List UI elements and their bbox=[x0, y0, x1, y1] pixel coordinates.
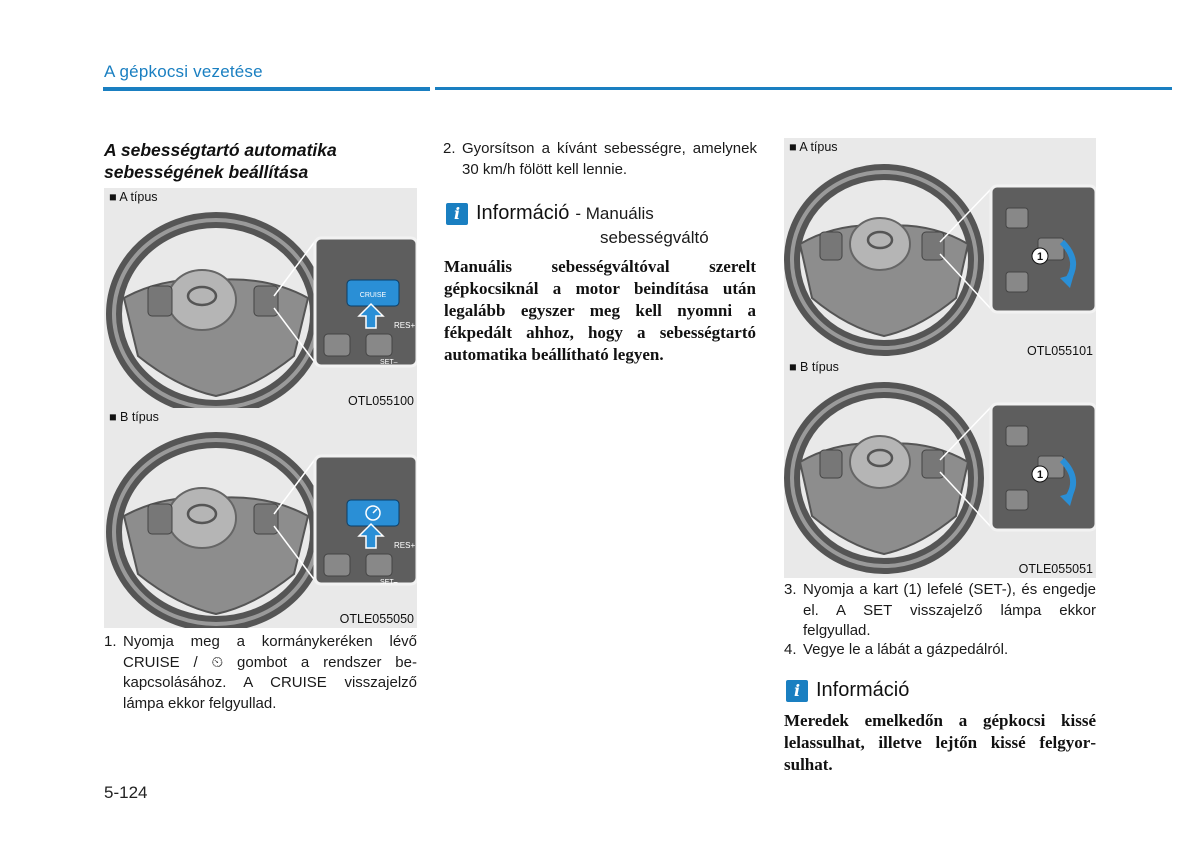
set-plus-label: RES+ bbox=[394, 541, 416, 550]
figure-code: OTL055101 bbox=[1026, 344, 1093, 358]
step-number: 2. bbox=[443, 140, 456, 157]
header-rule-left bbox=[103, 87, 430, 91]
figure-tag: ■ A típus bbox=[109, 190, 158, 204]
running-header: A gépkocsi vezetése bbox=[104, 62, 263, 81]
info-heading-slope bbox=[786, 679, 909, 702]
figure-code: OTLE055051 bbox=[1018, 562, 1093, 576]
header-rule-right bbox=[435, 87, 1172, 90]
step-number: 4. bbox=[784, 641, 797, 658]
section-title: A sebességtartó automatika sebességének beállítása bbox=[104, 140, 337, 182]
set-minus-label: SET– bbox=[380, 359, 398, 366]
step-text: Gyorsítson a kívánt sebességre, amelynek 30 km/h fölött kell lennie. bbox=[462, 140, 757, 178]
step-number: 3. bbox=[784, 581, 797, 598]
steering-wheel-illustration bbox=[104, 188, 417, 410]
step-number: 1. bbox=[104, 633, 117, 650]
info-title: Információ bbox=[476, 202, 570, 224]
set-plus-label: RES+ bbox=[394, 321, 416, 330]
lever-marker: 1 bbox=[1036, 251, 1044, 263]
figure-tag: ■ B típus bbox=[109, 410, 159, 424]
figure-code: OTL055100 bbox=[347, 394, 414, 408]
step-text: Nyomja a kart (1) lefelé (SET-), és engedje el. A SET visszajelző lámpa ekkor felgyullad. bbox=[803, 581, 1096, 639]
figure-tag: ■ A típus bbox=[789, 140, 838, 154]
info-icon: i bbox=[446, 203, 468, 225]
figure-type-a-cruise-button bbox=[104, 188, 417, 410]
figure-type-b-set-lever bbox=[784, 358, 1096, 578]
step-text: Nyomja meg a kormánykeréken lévő CRUISE / ⏲ gombot a rendszer bekapcsolásához. A CRUISE visszajelző lámpa ekkor felgyullad. bbox=[123, 633, 417, 712]
step-1 bbox=[104, 632, 417, 714]
set-minus-label: SET– bbox=[380, 579, 398, 586]
figure-type-b-cruise-button bbox=[104, 408, 417, 628]
steering-wheel-illustration bbox=[784, 358, 1096, 578]
info-heading-manual bbox=[446, 202, 654, 225]
step-4 bbox=[784, 640, 1096, 661]
figure-tag: ■ B típus bbox=[789, 360, 839, 374]
info-body-slope: Meredek emelkedőn a gépkocsi kissé lelassulhat, illetve lejtőn kissé felgyorsulhat. bbox=[784, 711, 1096, 774]
info-icon: i bbox=[786, 680, 808, 702]
info-subtitle-1: - Manuális bbox=[575, 203, 654, 223]
figure-code: OTLE055050 bbox=[339, 612, 414, 626]
lever-marker: 1 bbox=[1036, 469, 1044, 481]
cruise-button-label: CRUISE bbox=[359, 292, 387, 299]
info-subtitle-2: sebességváltó bbox=[600, 228, 709, 247]
info-body-manual: Manuális sebességváltóval szerelt gépkocsiknál a motor beindítása után legalább egyszer meg kell nyomni a fékpedált ahhoz, hogy a sebességtartó automatika beállítható legyen. bbox=[444, 257, 756, 364]
step-2 bbox=[443, 139, 757, 180]
figure-type-a-set-lever bbox=[784, 138, 1096, 360]
info-title: Információ bbox=[816, 679, 910, 701]
step-3 bbox=[784, 580, 1096, 642]
step-text: Vegye le a lábát a gázpedálról. bbox=[803, 641, 1009, 658]
page-number: 5-124 bbox=[104, 783, 148, 802]
steering-wheel-illustration bbox=[784, 138, 1096, 360]
steering-wheel-illustration bbox=[104, 408, 417, 628]
